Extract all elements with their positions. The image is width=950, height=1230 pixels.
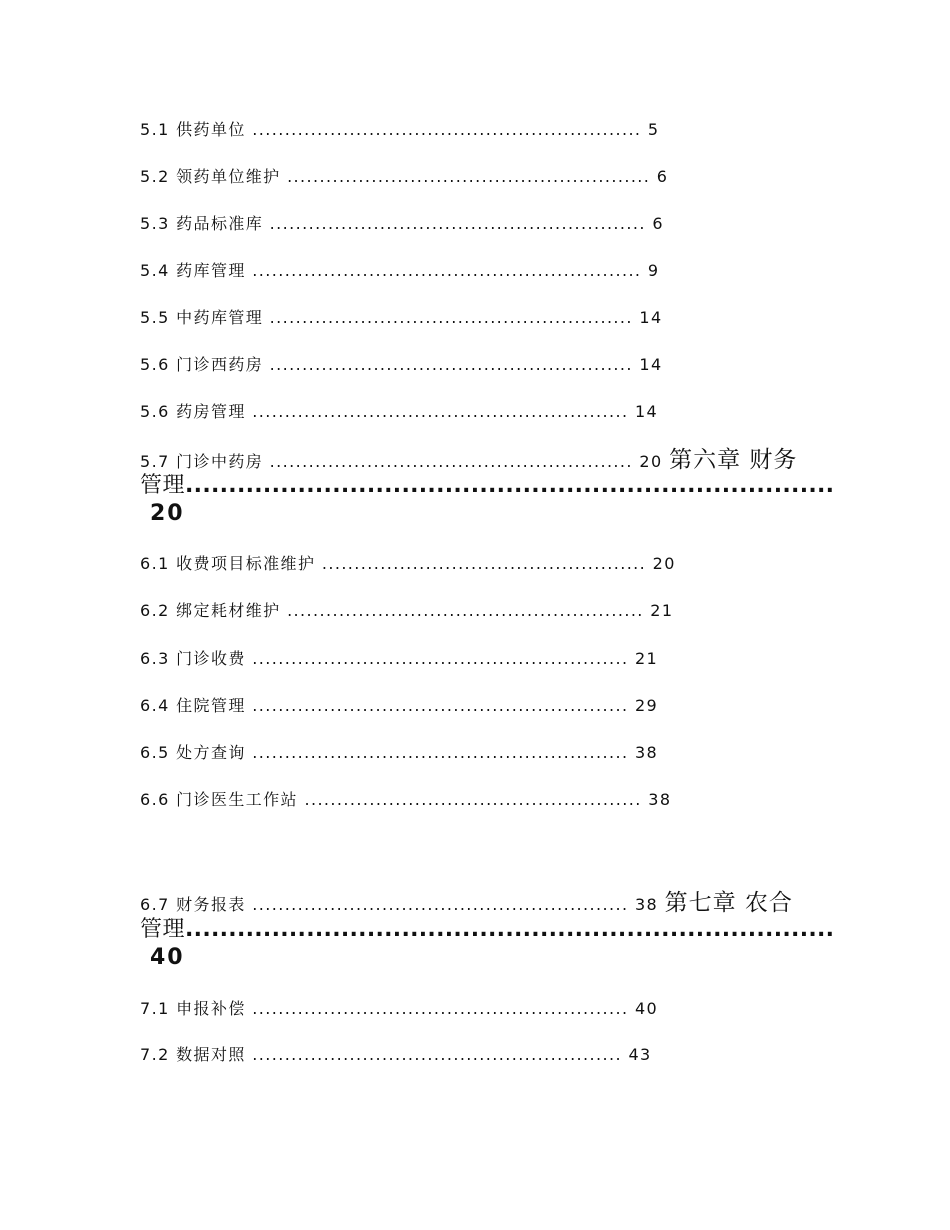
toc-entry-title: 门诊医生工作站 (176, 790, 298, 809)
chapter-heading[interactable] (140, 472, 834, 500)
toc-entry-number: 6.3 (140, 649, 170, 668)
toc-entry-page: 29 (634, 696, 659, 715)
toc-entry[interactable] (140, 308, 663, 328)
toc-entry[interactable] (140, 355, 663, 375)
toc-entry-dots: .......................................................... (269, 214, 646, 233)
toc-entry-number: 6.5 (140, 743, 170, 762)
toc-entry-dots: ........................................................ (269, 355, 633, 374)
toc-entry-page: 20 (652, 554, 676, 573)
toc-entry-number: 6.4 (140, 696, 170, 715)
toc-entry[interactable] (140, 167, 668, 187)
toc-entry-title: 药品标准库 (176, 214, 264, 233)
toc-entry-dots: ........................................................ (269, 308, 633, 327)
toc-entry-number: 5.5 (140, 308, 170, 327)
toc-entry-number: 5.4 (140, 261, 170, 280)
toc-entry-page: 6 (652, 214, 664, 233)
toc-entry[interactable] (140, 743, 658, 763)
toc-entry-number: 6.2 (140, 601, 170, 620)
toc-entry-number: 5.3 (140, 214, 170, 233)
toc-entry-title: 财务报表 (176, 895, 246, 914)
toc-entry-dots: .......................................................... (252, 743, 629, 762)
toc-entry-page: 9 (647, 261, 660, 280)
toc-entry-page: 43 (628, 1045, 652, 1064)
toc-entry-number: 6.6 (140, 790, 170, 809)
toc-entry[interactable] (140, 447, 797, 475)
toc-entry-dots: .......................................................... (252, 649, 629, 668)
toc-entry-page: 20 (639, 452, 663, 471)
toc-entry[interactable] (140, 554, 676, 574)
toc-entry[interactable] (140, 261, 660, 281)
toc-entry-number: 6.1 (140, 554, 170, 573)
toc-entry-number: 5.7 (140, 452, 170, 471)
toc-entry-dots: .................................................... (304, 790, 642, 809)
toc-entry-page: 40 (634, 999, 659, 1018)
chapter-heading-dots: ........................................................................... (185, 917, 835, 942)
toc-entry-number: 5.2 (140, 167, 170, 186)
toc-entry-title: 收费项目标准维护 (176, 554, 316, 573)
toc-entry-title: 领药单位维护 (176, 167, 281, 186)
toc-entry-dots: .......................................................... (252, 895, 629, 914)
toc-entry[interactable] (140, 790, 671, 810)
toc-entry-title: 门诊收费 (176, 649, 246, 668)
toc-entry-number: 5.6 (140, 355, 170, 374)
toc-entry[interactable] (140, 120, 660, 140)
toc-entry-number: 7.1 (140, 999, 170, 1018)
toc-entry-dots: ......................................................... (252, 1045, 622, 1064)
chapter-heading-page: 40 (150, 945, 185, 970)
chapter-heading-title-continued: 管理 (140, 473, 186, 498)
toc-entry-page: 14 (639, 308, 663, 327)
toc-entry[interactable] (140, 696, 658, 716)
toc-entry-number: 7.2 (140, 1045, 170, 1064)
toc-entry-title: 供药单位 (176, 120, 246, 139)
toc-entry-dots: ............................................................ (252, 261, 642, 280)
toc-entry-page: 6 (656, 167, 669, 186)
toc-entry-title: 数据对照 (176, 1045, 246, 1064)
toc-entry-title: 中药库管理 (176, 308, 264, 327)
toc-entry-page: 14 (634, 402, 659, 421)
toc-entry[interactable] (140, 1045, 652, 1065)
toc-entry-page: 14 (639, 355, 663, 374)
toc-entry-number: 5.6 (140, 402, 170, 421)
toc-entry-page: 38 (634, 895, 659, 914)
toc-entry[interactable] (140, 601, 673, 621)
toc-entry-number: 5.1 (140, 120, 170, 139)
toc-entry-page: 21 (650, 601, 674, 620)
toc-entry[interactable] (140, 649, 658, 669)
toc-entry-dots: .......................................................... (252, 696, 629, 715)
toc-entry[interactable] (140, 402, 658, 422)
toc-entry-title: 门诊西药房 (176, 355, 264, 374)
toc-entry-dots: .......................................................... (252, 999, 629, 1018)
chapter-heading-title[interactable]: 第六章 财务 (669, 447, 798, 473)
toc-entry-page: 38 (634, 743, 659, 762)
toc-entry-title: 药库管理 (176, 261, 246, 280)
toc-entry[interactable] (140, 890, 793, 918)
toc-entry-page: 38 (648, 790, 672, 809)
toc-entry[interactable] (140, 999, 658, 1019)
toc-entry-title: 住院管理 (176, 696, 246, 715)
toc-entry-dots: ............................................................ (252, 120, 642, 139)
toc-entry-title: 门诊中药房 (176, 452, 264, 471)
toc-entry-dots: ........................................................ (269, 452, 633, 471)
chapter-heading-dots: ........................................................................... (185, 473, 835, 498)
toc-entry[interactable] (140, 214, 664, 234)
toc-entry-title: 药房管理 (176, 402, 246, 421)
toc-entry-dots: ........................................................ (287, 167, 651, 186)
chapter-heading-page: 20 (150, 501, 185, 526)
chapter-heading-title-continued: 管理 (140, 917, 186, 942)
toc-entry-page: 5 (647, 120, 660, 139)
toc-entry-title: 处方查询 (176, 743, 246, 762)
toc-entry-title: 申报补偿 (176, 999, 246, 1018)
toc-entry-page: 21 (634, 649, 659, 668)
toc-entry-dots: .......................................................... (252, 402, 629, 421)
chapter-heading[interactable] (140, 916, 834, 944)
toc-entry-dots: ....................................................... (287, 601, 644, 620)
chapter-heading-title[interactable]: 第七章 农合 (664, 890, 793, 916)
toc-entry-title: 绑定耗材维护 (176, 601, 281, 620)
toc-entry-number: 6.7 (140, 895, 170, 914)
toc-entry-dots: .................................................. (321, 554, 647, 573)
